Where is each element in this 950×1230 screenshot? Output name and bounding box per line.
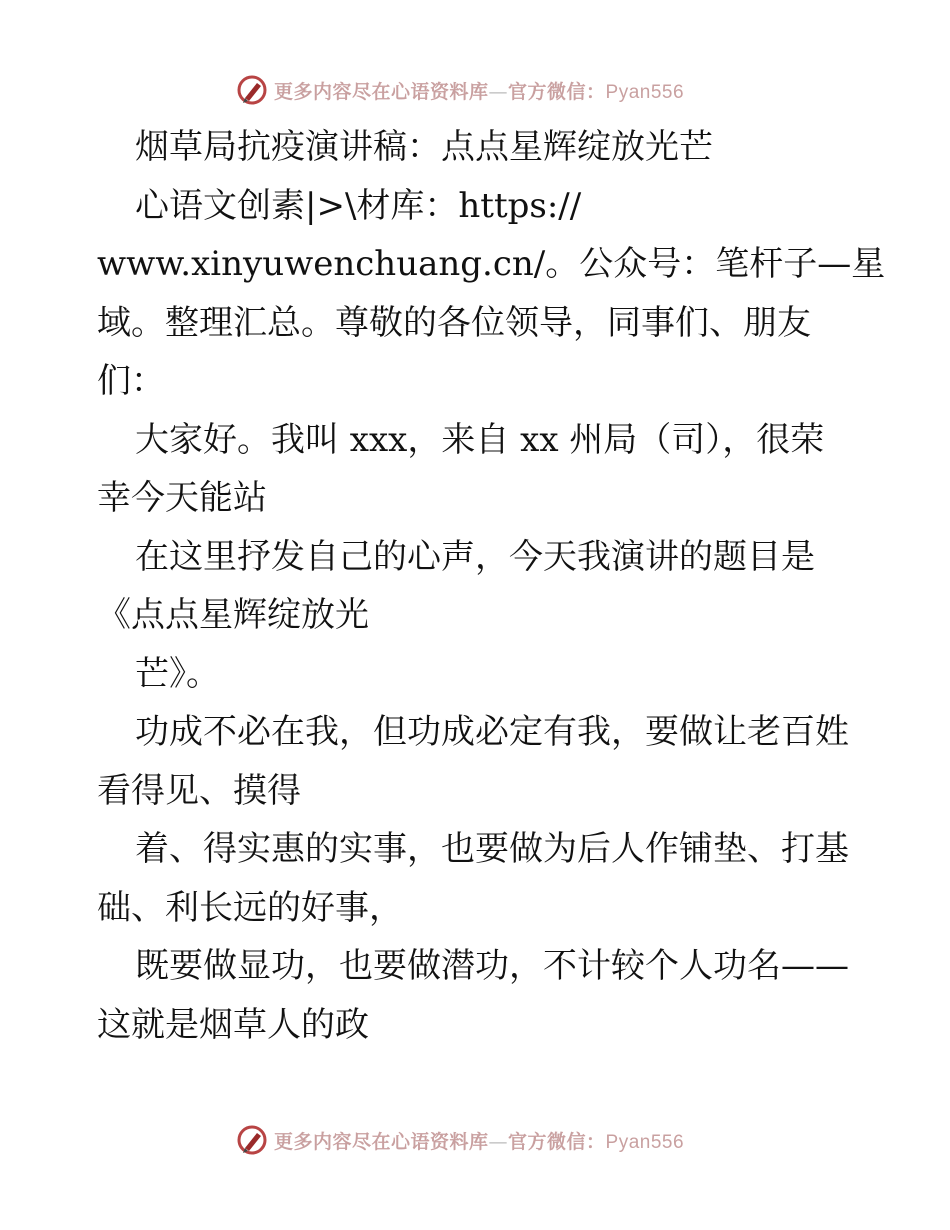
document-body <box>97 118 886 1054</box>
text-line: 着、得实惠的实事，也要做为后人作铺垫、打基 <box>135 829 849 869</box>
pen-logo-icon <box>236 74 268 106</box>
pen-logo-icon <box>236 1124 268 1156</box>
text-line: www.xinyuwenchuang.cn/。公众号：笔杆子—星 <box>97 244 886 284</box>
text-line: 在这里抒发自己的心声，今天我演讲的题目是 <box>135 536 815 577</box>
text-line: 芒》。 <box>135 653 220 694</box>
text-line: 功成不必在我，但功成必定有我，要做让老百姓 <box>135 712 849 752</box>
header-banner <box>236 72 684 108</box>
text-line: 域。整理汇总。尊敬的各位领导，同事们、朋友 <box>97 302 811 343</box>
banner-text: 更多内容尽在心语资料库—官方微信：Pyan556 <box>274 80 685 103</box>
text-line: 心语文创素|>\材库：https:// <box>135 185 582 226</box>
text-line: 《点点星辉绽放光 <box>97 595 369 635</box>
text-line: 础、利长远的好事， <box>97 887 403 928</box>
text-line: 们： <box>97 361 165 401</box>
banner-text: 更多内容尽在心语资料库—官方微信：Pyan556 <box>274 1130 685 1153</box>
text-line: 看得见、摸得 <box>97 770 301 811</box>
text-line: 这就是烟草人的政 <box>97 1004 369 1045</box>
text-line: 幸今天能站 <box>97 478 267 518</box>
text-line: 既要做显功，也要做潜功，不计较个人功名—— <box>135 946 849 986</box>
text-line: 大家好。我叫 xxx，来自 xx 州局（司），很荣 <box>135 419 825 460</box>
footer-banner <box>236 1122 684 1158</box>
title-line: 烟草局抗疫演讲稿：点点星辉绽放光芒 <box>135 127 713 167</box>
